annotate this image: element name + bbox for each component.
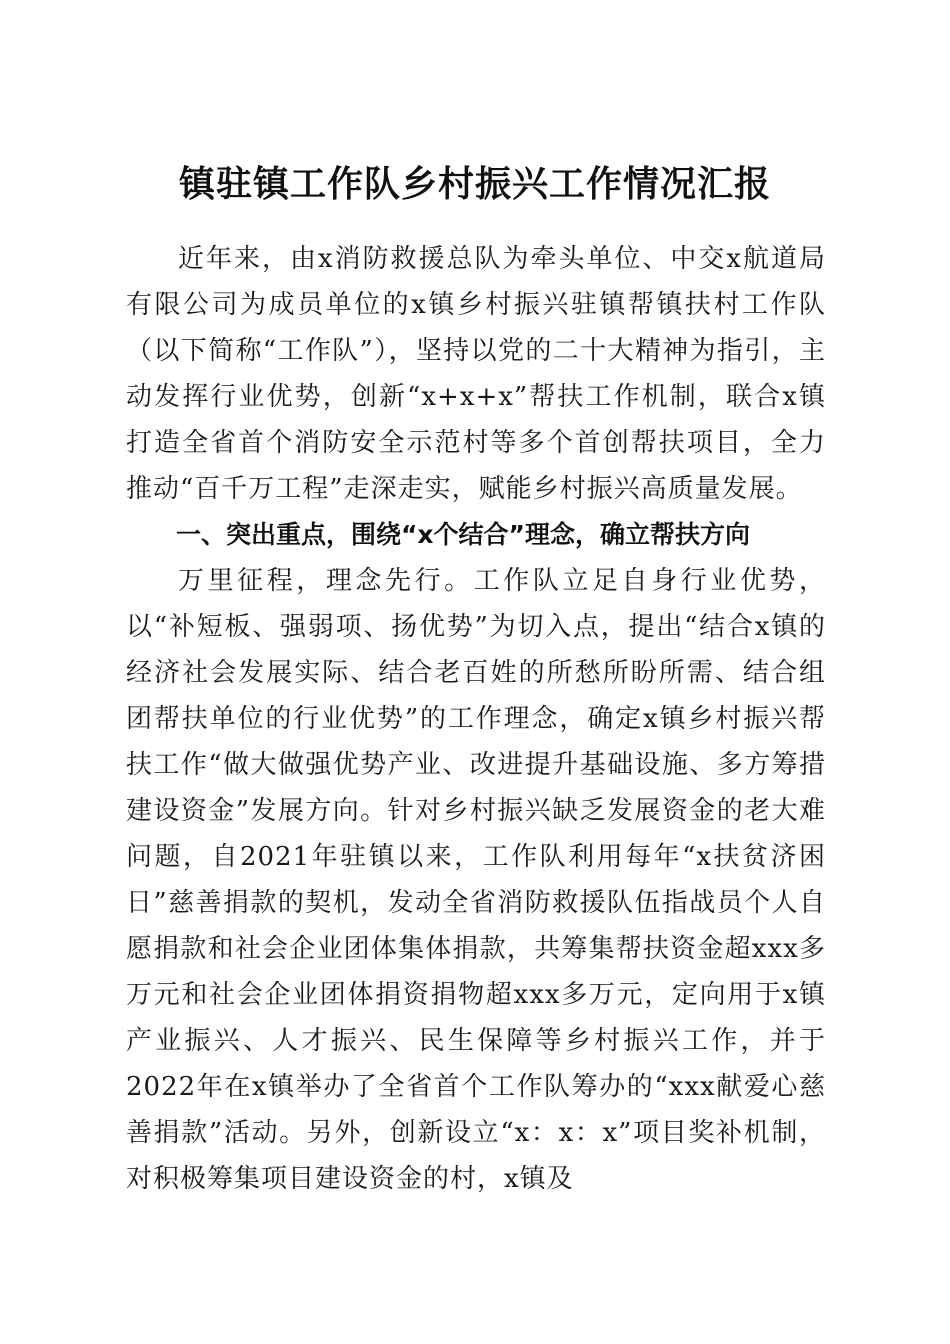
section-1-heading: 一、突出重点，围绕“x个结合”理念，确立帮扶方向	[176, 520, 750, 549]
document-body	[126, 236, 826, 1202]
document-title: 镇驻镇工作队乡村振兴工作情况汇报	[178, 163, 771, 206]
intro-paragraph: 近年来，由x消防救援总队为牵头单位、中交x航道局有限公司为成员单位的x镇乡村振兴驻镇帮镇扶村工作队（以下简称“工作队”），坚持以党的二十大精神为指引，主动发挥行业优势，创新“x+x+x”帮扶工作机制，联合x镇打造全省首个消防安全示范村等多个首创帮扶项目，全力推动“百千万工程”走深走实，赋能乡村振兴高质量发展。	[126, 244, 826, 504]
section-1-paragraph: 万里征程，理念先行。工作队立足自身行业优势，以“补短板、强弱项、扬优势”为切入点，提出“结合x镇的经济社会发展实际、结合老百姓的所愁所盼所需、结合组团帮扶单位的行业优势”的工作理念，确定x镇乡村振兴帮扶工作“做大做强优势产业、改进提升基础设施、多方筹措建设资金”发展方向。针对乡村振兴缺乏发展资金的老大难问题，自2021年驻镇以来，工作队利用每年“x扶贫济困日”慈善捐款的契机，发动全省消防救援队伍指战员个人自愿捐款和社会企业团体集体捐款，共筹集帮扶资金超xxx多万元和社会企业团体捐资捐物超xxx多万元，定向用于x镇产业振兴、人才振兴、民生保障等乡村振兴工作，并于2022年在x镇举办了全省首个工作队筹办的“xxx献爱心慈善捐款”活动。另外，创新设立“x：x：x”项目奖补机制，对积极筹集项目建设资金的村，x镇及	[126, 566, 826, 1194]
